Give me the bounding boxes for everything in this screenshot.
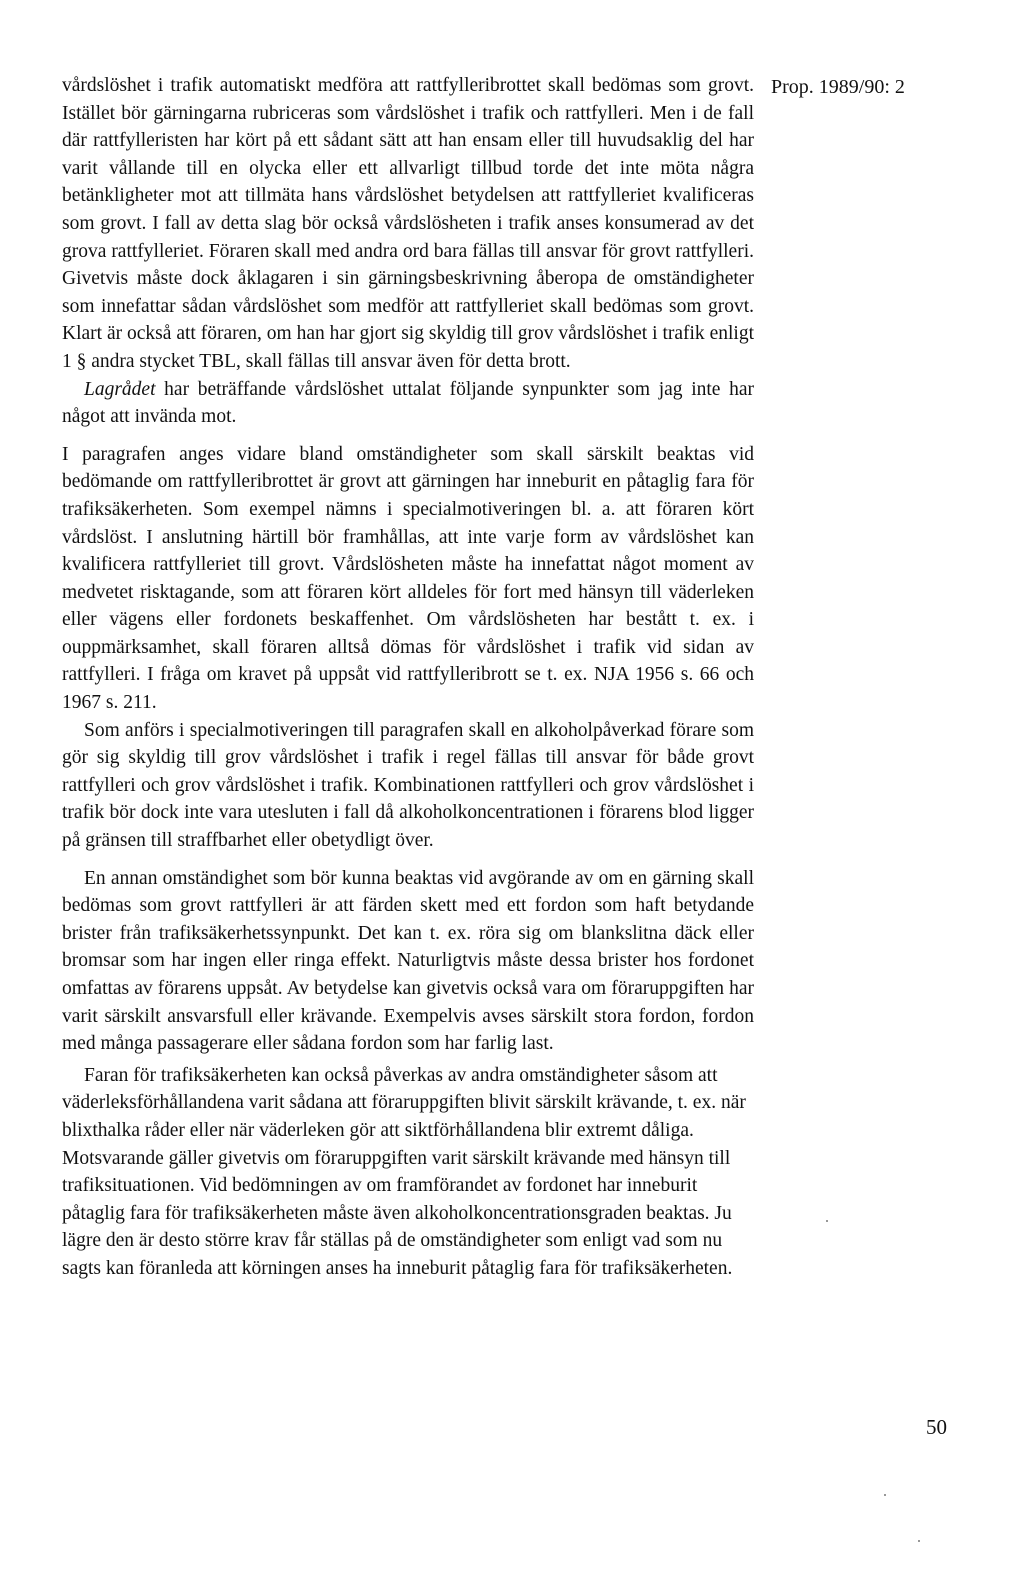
paragraph-2: I paragrafen anges vidare bland omständigheter som skall särskilt beaktas vid bedömande om rattfylleribrottet är grovt att gärningen har inneburit en påtaglig fara för trafiksäkerheten. Som exempel nämns i specialmotiveringen bl. a. att föraren kört vårdslöst. I anslutning härtill bör framhållas, att inte varje form av vårdslöshet kan kvalificera rattfylleriet till grovt. Vårdslösheten måste ha innefattat något moment av medvetet risktagande, som att föraren kört alldeles för fort med hänsyn till väderleken eller vägens eller fordonets beskaffenhet. Om vårdslösheten har bestått t. ex. i ouppmärksamhet, skall föraren alltså dömas för vårdslöshet i trafik vid sidan av rattfylleri. I fråga om kravet på uppsåt vid rattfylleribrott se t. ex. NJA 1956 s. 66 och 1967 s. 211. xyxy=(62,443,754,714)
lagradet-note xyxy=(62,376,754,431)
paragraph-1: vårdslöshet i trafik automatiskt medföra att rattfylleribrottet skall bedömas som grovt. Istället bör gärningarna rubriceras som vårdslöshet i trafik och rattfylleri. Men i de fall där rattfylleristen har kört på ett sådant sätt att han ensam eller till huvudsaklig del har varit vållande till en olycka eller ett allvarligt tillbud torde det inte möta några betänkligheter mot att tillmäta hans vårdslöshet betydelsen att rattfylleriet kvalificeras som grovt. I fall av detta slag bör också vårdslösheten i trafik anses konsumerad av det grova rattfylleriet. Föraren skall med andra ord bara fällas till ansvar för grovt rattfylleri. Givetvis måste dock åklagaren i sin gärningsbeskrivning åberopa de omständigheter som innefattar sådan vårdslöshet som medför att rattfylleriet skall bedömas som grovt. Klart är också att föraren, om han har gjort sig skyldig till grov vårdslöshet i trafik enligt 1 § andra stycket TBL, skall fällas till ansvar även för detta brott. xyxy=(62,75,754,372)
scan-speck xyxy=(826,1220,828,1222)
lagradet-note-text: har beträffande vårdslöshet uttalat följande synpunkter som jag inte har något att invända mot. xyxy=(62,378,754,428)
paragraph-5: Faran för trafiksäkerheten kan också påverkas av andra omständigheter såsom att väderleksförhållandena varit sådana att föraruppgiften blivit särskilt krävande, t. ex. när blixthalka råder eller när väderleken gör att siktförhållandena blir extremt dåliga. Motsvarande gäller givetvis om föraruppgiften varit särskilt krävande med hänsyn till trafiksituationen. Vid bedömningen av om framförandet av fordonet har inneburit påtaglig fara för trafiksäkerheten måste även alkoholkoncentrationsgraden beaktas. Ju lägre den är desto större krav får ställas på de omständigheter som enligt vad som nu sagts kan föranleda att körningen anses ha inneburit påtaglig fara för trafiksäkerheten. xyxy=(62,1064,746,1279)
lagradet-term: Lagrådet xyxy=(84,378,156,400)
proposition-reference: Prop. 1989/90: 2 xyxy=(771,76,905,98)
paragraph-4: En annan omständighet som bör kunna beaktas vid avgörande av om en gärning skall bedömas som grovt rattfylleri är att färden skett med ett fordon som haft betydande brister från trafiksäkerhetssynpunkt. Det kan t. ex. röra sig om blankslitna däck eller bromsar som har ingen eller ringa effekt. Naturligtvis måste dessa brister hos fordonet omfattas av förarens uppsåt. Av betydelse kan givetvis också vara om föraruppgiften har varit särskilt ansvarsfull eller krävande. Exempelvis avses särskilt stora fordon, fordon med många passagerare eller sådana fordon som har farlig last. xyxy=(62,867,754,1055)
body-text xyxy=(62,72,754,1283)
page-number: 50 xyxy=(926,1415,947,1439)
scan-speck xyxy=(918,1540,920,1542)
scan-speck xyxy=(884,1494,886,1496)
paragraph-3: Som anförs i specialmotiveringen till paragrafen skall en alkoholpåverkad förare som gör sig skyldig till grov vårdslöshet i trafik i regel fällas till ansvar för både grovt rattfylleri och grov vårdslöshet i trafik. Kombinationen rattfylleri och grov vårdslöshet i trafik bör dock inte vara utesluten i fall då alkoholkoncentrationen i förarens blod ligger på gränsen till straffbarhet eller obetydligt över. xyxy=(62,719,754,852)
